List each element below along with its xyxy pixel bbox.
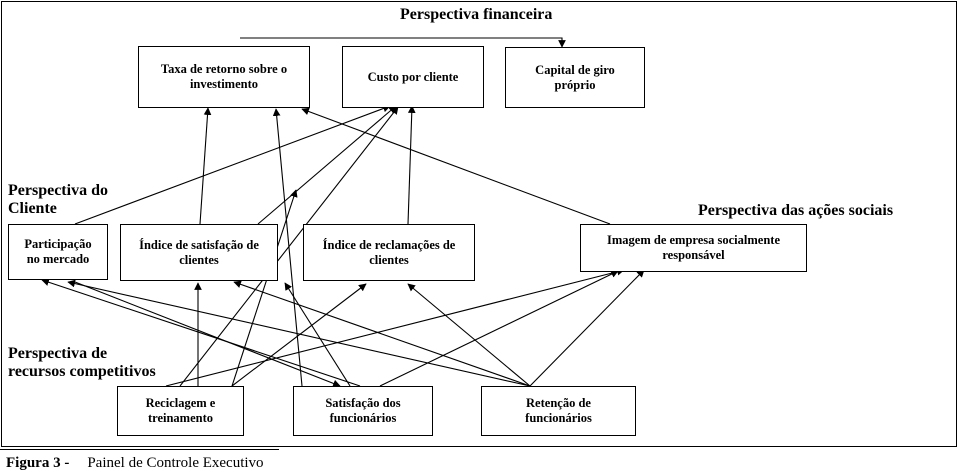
box-reciclagem: Reciclagem e treinamento <box>117 386 244 436</box>
heading-social: Perspectiva das ações sociais <box>698 202 894 219</box>
heading-customer: Perspectiva do Cliente <box>8 182 108 217</box>
box-reclamacoes: Índice de reclamações de clientes <box>303 224 475 281</box>
box-custo-cliente: Custo por cliente <box>342 46 484 108</box>
figure-number: Figura 3 - <box>6 455 70 471</box>
heading-resources: Perspectiva de recursos competitivos <box>8 345 156 380</box>
figure-caption <box>6 454 264 472</box>
box-capital-giro: Capital de giro próprio <box>505 47 645 108</box>
figure-title: Painel de Controle Executivo <box>87 455 264 471</box>
box-retencao: Retenção de funcionários <box>481 386 636 436</box>
box-satisfacao-func: Satisfação dos funcionários <box>293 386 433 436</box>
box-satisfacao-clientes: Índice de satisfação de clientes <box>120 224 278 281</box>
caption-rule <box>0 449 279 450</box>
heading-financial: Perspectiva financeira <box>400 6 553 23</box>
box-participacao: Participação no mercado <box>8 224 108 280</box>
box-taxa-retorno: Taxa de retorno sobre o investimento <box>138 46 310 108</box>
box-imagem-social: Imagem de empresa socialmente responsável <box>580 224 807 272</box>
